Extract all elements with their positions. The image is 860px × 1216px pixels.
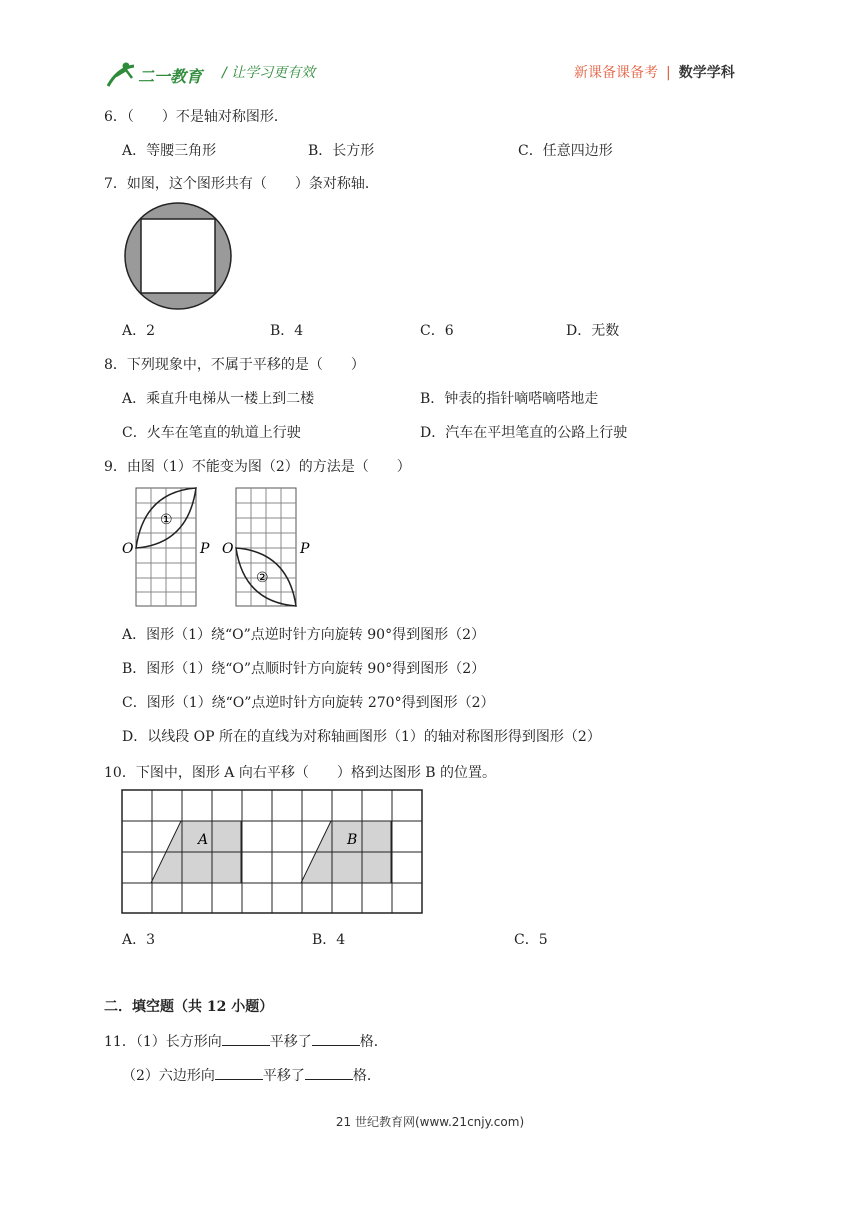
q8-option-c: C．火车在笔直的轨道上行驶 [122,425,301,441]
q7-option-a: A．2 [122,323,156,339]
q6-option-b: B．长方形 [308,143,375,159]
q10-option-b: B．4 [312,932,346,948]
q11-l1-part-a: 11．（1）长方形向 [104,1034,222,1050]
q9-option-a: A．图形（1）绕“O”点逆时针方向旋转 90°得到图形（2） [122,627,485,643]
q10-label-b: B [347,832,358,848]
q9-label-o-1: O [122,541,134,557]
q9-grid-2 [236,488,296,606]
q9-label-o-2: O [222,541,234,557]
q11-blank-1[interactable] [222,1033,270,1046]
q9-label-p-2: P [300,541,310,557]
q7-stem: 7．如图，这个图形共有（ ）条对称轴． [104,176,379,192]
q8-option-b: B．钟表的指针嘀嗒嘀嗒地走 [420,391,599,407]
q9-option-b: B．图形（1）绕“O”点顺时针方向旋转 90°得到图形（2） [122,661,486,677]
q8-option-d: D．汽车在平坦笔直的公路上行驶 [420,425,628,441]
q11-l2-part-b: 平移了 [262,1068,305,1084]
q6-option-c: C．任意四边形 [518,143,613,159]
brand-logo [104,58,234,90]
q10-stem: 10．下图中，图形 A 向右平移（ ）格到达图形 B 的位置。 [104,765,497,781]
q7-figure [122,200,234,316]
q11-blank-3[interactable] [215,1067,263,1080]
q9-option-c: C．图形（1）绕“O”点逆时针方向旋转 270°得到图形（2） [122,695,495,711]
q7-option-b: B．4 [270,323,304,339]
q6-option-a: A．等腰三角形 [122,143,217,159]
header-subject [574,62,735,82]
q8-option-a: A．乘直升电梯从一楼上到二楼 [122,391,315,407]
header-discipline: 数学学科 [678,65,735,81]
q6-stem: 6．（ ）不是轴对称图形． [104,109,288,125]
header-course: 新课备课备考 [574,65,658,81]
q11-line-2 [122,1065,381,1085]
q7-option-c: C．6 [420,323,454,339]
q9-option-d: D．以线段 OP 所在的直线为对称轴画图形（1）的轴对称图形得到图形（2） [122,729,601,745]
q7-option-d: D．无数 [566,323,620,339]
q7-square [141,219,215,293]
q10-option-c: C．5 [514,932,548,948]
q11-l2-part-c: 格． [352,1068,381,1084]
footer-text: 21 世纪教育网(www.21cnjy.com) [335,1115,525,1129]
q9-mark-1: ① [160,512,173,528]
runner-logo-icon [108,63,134,87]
q9-mark-2: ② [256,570,269,586]
q11-blank-4[interactable] [305,1067,353,1080]
q8-stem: 8．下列现象中，不属于平移的是（ ） [104,357,365,373]
q11-l1-part-c: 格． [359,1034,388,1050]
q11-l2-part-a: （2）六边形向 [122,1068,215,1084]
logo-text: 二一教育 [138,67,203,86]
q9-label-p-1: P [200,541,210,557]
section-title: 二．填空题（共 12 小题） [104,999,274,1015]
q10-label-a: A [198,832,209,848]
header-slogan: / 让学习更有效 [222,65,316,81]
q10-figure [121,789,425,919]
q11-blank-2[interactable] [312,1033,360,1046]
q9-stem: 9．由图（1）不能变为图（2）的方法是（ ） [104,459,411,475]
q10-option-a: A．3 [122,932,156,948]
q10-grid [122,790,422,913]
q11-line-1 [104,1031,388,1051]
header-separator: | [666,65,671,81]
q11-l1-part-b: 平移了 [269,1034,312,1050]
q9-figure [118,484,318,614]
